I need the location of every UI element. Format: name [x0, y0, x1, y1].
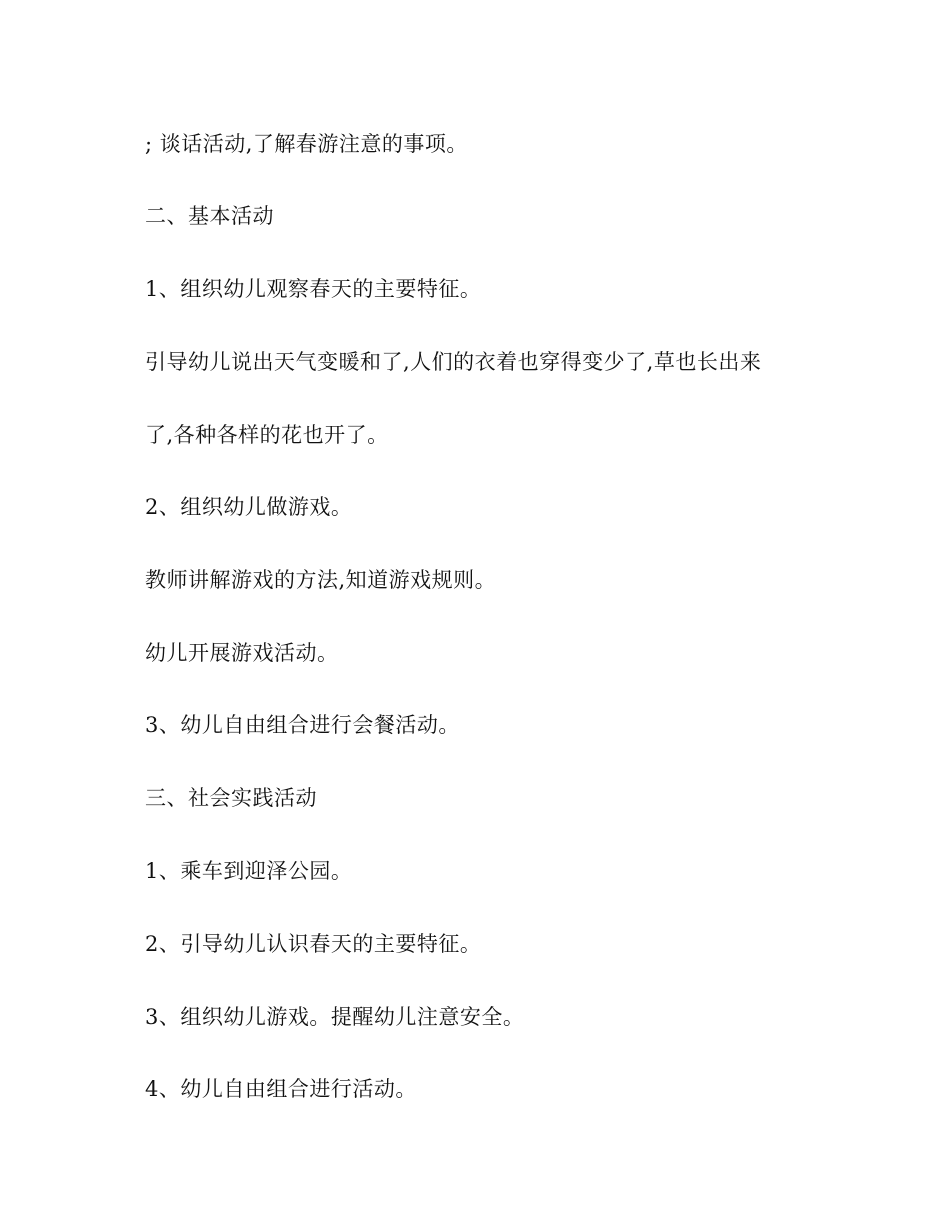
list-item: 2、组织幼儿做游戏。 — [145, 495, 353, 519]
paragraph-line: 了,各种各样的花也开了。 — [145, 423, 389, 447]
section-heading: 三、社会实践活动 — [145, 786, 317, 810]
text-line: 幼儿开展游戏活动。 — [145, 641, 339, 665]
paragraph-line: 引导幼儿说出天气变暖和了,人们的衣着也穿得变少了,草也长出来 — [145, 350, 762, 374]
section-heading: 二、基本活动 — [145, 204, 274, 228]
text-line: 教师讲解游戏的方法,知道游戏规则。 — [145, 568, 497, 592]
list-item: 3、组织幼儿游戏。提醒幼儿注意安全。 — [145, 1005, 525, 1029]
list-item: 1、乘车到迎泽公园。 — [145, 859, 353, 883]
list-item: 1、组织幼儿观察春天的主要特征。 — [145, 277, 482, 301]
list-item: 3、幼儿自由组合进行会餐活动。 — [145, 713, 460, 737]
list-item: 2、引导幼儿认识春天的主要特征。 — [145, 932, 482, 956]
list-item: 4、幼儿自由组合进行活动。 — [145, 1077, 417, 1101]
text-line: ; 谈话活动,了解春游注意的事项。 — [145, 132, 468, 156]
